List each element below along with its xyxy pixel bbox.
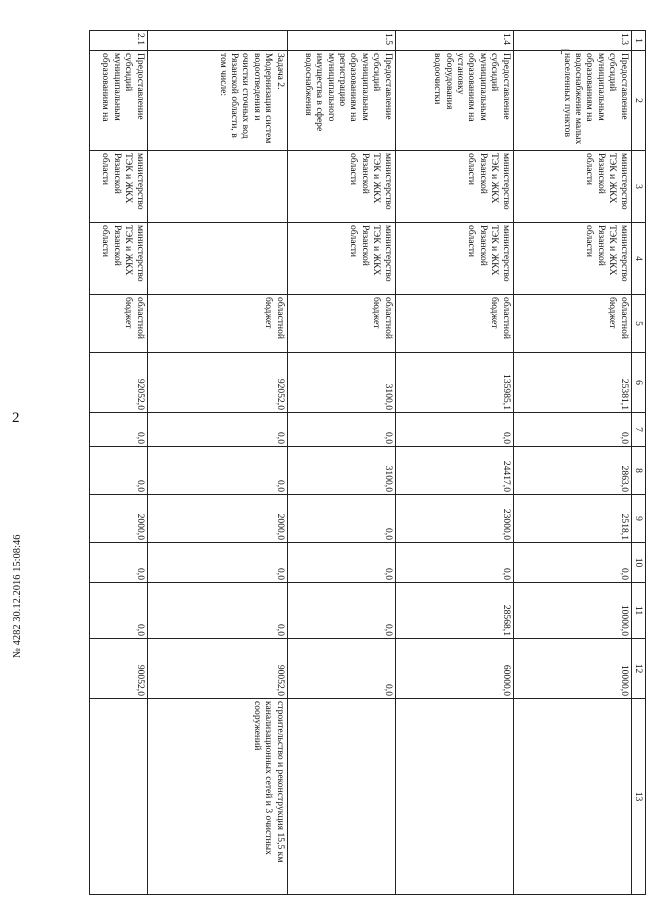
table-cell: министерство ТЭК и ЖКХ Рязанской области [89, 151, 147, 223]
table-cell [89, 699, 147, 895]
table-cell: 28568,1 [395, 583, 513, 639]
table-row [513, 31, 631, 895]
table-cell: Предоставление субсидий муниципальным образованиям на водоснабжение малых населенных пунктов [513, 51, 631, 151]
table-cell: министерство ТЭК и ЖКХ Рязанской области [395, 223, 513, 295]
table-cell: 1.5 [287, 31, 395, 51]
table-cell: 0,0 [147, 543, 287, 583]
table-cell: 0,0 [147, 447, 287, 495]
table-cell: строительство и реконструкция 15,5 км канализационных сетей и 3 очистных сооружений [147, 699, 287, 895]
table-cell: 2863,0 [513, 447, 631, 495]
table-cell: министерство ТЭК и ЖКХ Рязанской области [89, 223, 147, 295]
table-cell: 0,0 [147, 413, 287, 447]
table-cell: областной бюджет [147, 295, 287, 353]
table-cell: министерство ТЭК и ЖКХ Рязанской области [513, 223, 631, 295]
table-cell: Предоставление субсидий муниципальным образованиям на [89, 51, 147, 151]
header-cell: 5 [631, 295, 645, 353]
table-cell: 92052,0 [89, 353, 147, 413]
table-cell: 90052,0 [89, 639, 147, 699]
table-cell: 0,0 [395, 543, 513, 583]
table-cell [395, 699, 513, 895]
table-cell: 60000,0 [395, 639, 513, 699]
table-cell: Предоставление субсидий муниципальным образованиям на регистрацию муниципального имущества в сфере водоснабжения [287, 51, 395, 151]
table-cell: 0,0 [89, 447, 147, 495]
table-cell: 3100,0 [287, 353, 395, 413]
header-cell: 10 [631, 543, 645, 583]
table-cell: министерство ТЭК и ЖКХ Рязанской области [513, 151, 631, 223]
header-row [631, 31, 645, 895]
table-cell: 90052,0 [147, 639, 287, 699]
table-cell: 0,0 [89, 583, 147, 639]
table-cell: 0,0 [513, 543, 631, 583]
table-cell: областной бюджет [89, 295, 147, 353]
table-cell: 0,0 [147, 583, 287, 639]
table-cell: 24417,0 [395, 447, 513, 495]
table-cell: Предоставление субсидий муниципальным образованиям на установку оборудования водоочистки [395, 51, 513, 151]
rotated-table-wrapper [70, 30, 646, 894]
table-row [395, 31, 513, 895]
table-cell [513, 699, 631, 895]
table-cell: 135985,1 [395, 353, 513, 413]
table-row [89, 31, 147, 895]
table-cell [287, 699, 395, 895]
table-cell: 92052,0 [147, 353, 287, 413]
table-cell [147, 151, 287, 223]
table-row [287, 31, 395, 895]
table-cell: 0,0 [287, 543, 395, 583]
table-cell: 0,0 [287, 639, 395, 699]
table-cell: 2000,0 [89, 495, 147, 543]
table-cell: 1.4 [395, 31, 513, 51]
table-cell: 2000,0 [147, 495, 287, 543]
table-cell: областной бюджет [395, 295, 513, 353]
table-cell: 1.3 [513, 31, 631, 51]
table-cell: областной бюджет [287, 295, 395, 353]
table-cell [147, 223, 287, 295]
table-cell: 10000,0 [513, 583, 631, 639]
table-cell: 23000,0 [395, 495, 513, 543]
table-cell: 0,0 [89, 413, 147, 447]
table-cell: министерство ТЭК и ЖКХ Рязанской области [395, 151, 513, 223]
header-cell: 11 [631, 583, 645, 639]
table-row [147, 31, 287, 895]
header-cell: 4 [631, 223, 645, 295]
registration-text: № 4282 30.12.2016 15:08:46 [12, 534, 23, 658]
header-cell: 3 [631, 151, 645, 223]
header-cell: 13 [631, 699, 645, 895]
header-cell: 9 [631, 495, 645, 543]
signature-mark: ⌐ [560, 40, 571, 60]
table-cell: Задача 2. Модернизация систем водоотведения и очистки сточных вод Рязанской области, в том числе: [147, 51, 287, 151]
page-number: 2 [12, 410, 20, 426]
table-cell [147, 31, 287, 51]
table-cell: министерство ТЭК и ЖКХ Рязанской области [287, 223, 395, 295]
table-cell: 3100,0 [287, 447, 395, 495]
header-cell: 2 [631, 51, 645, 151]
header-cell: 8 [631, 447, 645, 495]
table-cell: 10000,0 [513, 639, 631, 699]
table-cell: 25381,1 [513, 353, 631, 413]
budget-table [89, 30, 646, 895]
table-cell: 0,0 [395, 413, 513, 447]
table-cell: 2518,1 [513, 495, 631, 543]
header-cell: 12 [631, 639, 645, 699]
header-cell: 1 [631, 31, 645, 51]
table-cell: 0,0 [89, 543, 147, 583]
table-cell: 0,0 [287, 495, 395, 543]
table-cell: 0,0 [513, 413, 631, 447]
table-cell: министерство ТЭК и ЖКХ Рязанской области [287, 151, 395, 223]
table-cell: 0,0 [287, 583, 395, 639]
header-cell: 6 [631, 353, 645, 413]
table-cell: областной бюджет [513, 295, 631, 353]
table-cell: 2.1 [89, 31, 147, 51]
header-cell: 7 [631, 413, 645, 447]
table-cell: 0,0 [287, 413, 395, 447]
